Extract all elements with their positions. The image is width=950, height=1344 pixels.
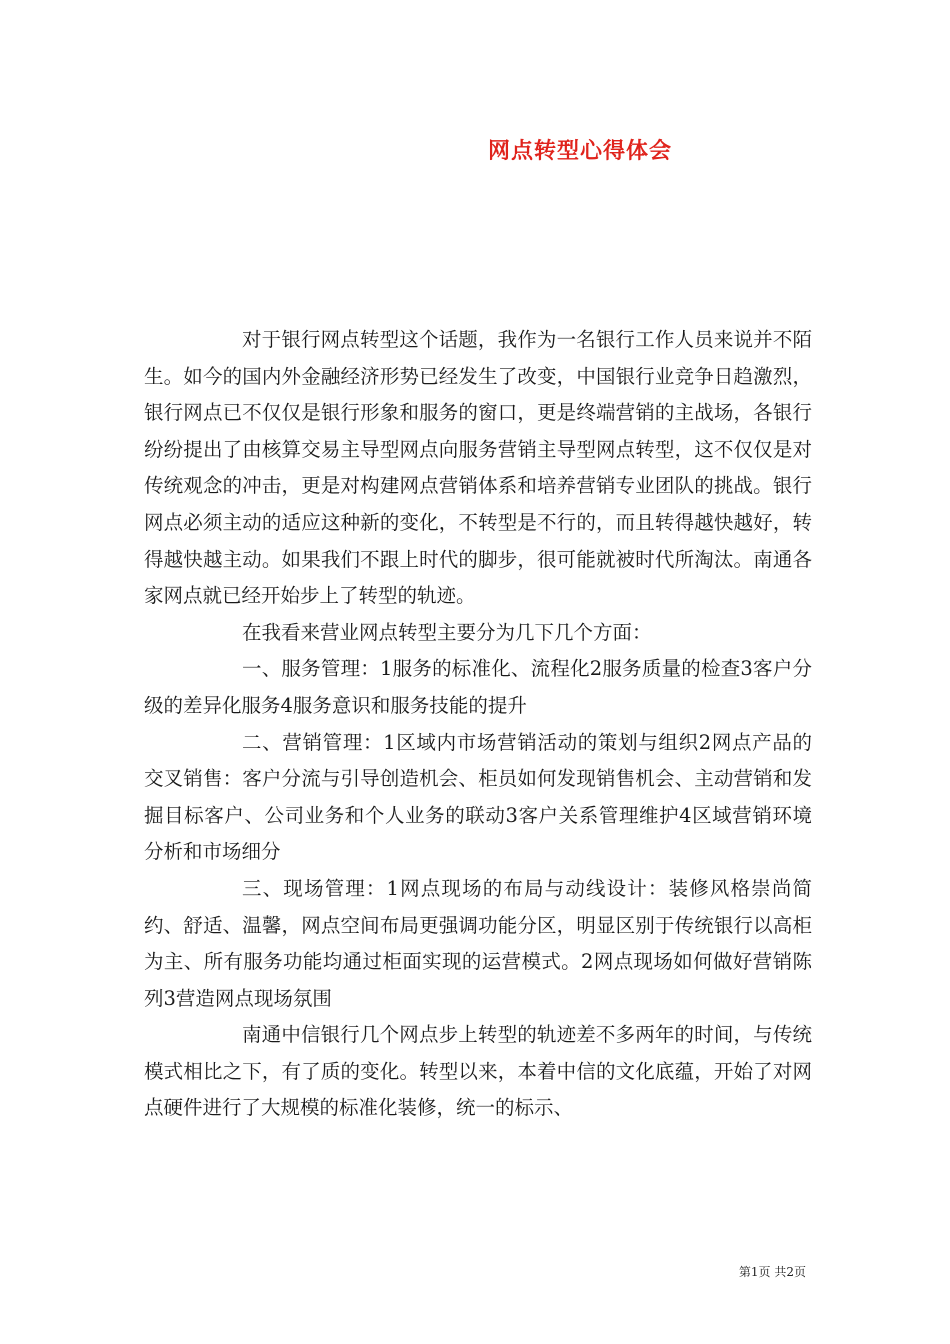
page-number-footer: 第1页 共2页 xyxy=(738,1265,806,1279)
paragraph-citic-nantong: 南通中信银行几个网点步上转型的轨迹差不多两年的时间，与传统模式相比之下，有了质的变化。转型以来，本着中信的文化底蕴，开始了对网点硬件进行了大规模的标准化装修，统一的标示、 xyxy=(144,1023,812,1120)
paragraph-aspects-lead: 在我看来营业网点转型主要分为几下几个方面： xyxy=(242,620,652,644)
document-title: 网点转型心得体会 xyxy=(488,138,673,164)
document-body xyxy=(144,322,812,1127)
paragraph-marketing-management: 二、营销管理：1区域内市场营销活动的策划与组织2网点产品的交叉销售：客户分流与引导创造机会、柜员如何发现销售机会、主动营销和发掘目标客户、公司业务和个人业务的联动3客户关系管理维护4区域营销环境分析和市场细分 xyxy=(144,730,812,864)
paragraph-intro: 对于银行网点转型这个话题，我作为一名银行工作人员来说并不陌生。如今的国内外金融经济形势已经发生了改变，中国银行业竞争日趋激烈，银行网点已不仅仅是银行形象和服务的窗口，更是终端营销的主战场，各银行纷纷提出了由核算交易主导型网点向服务营销主导型网点转型，这不仅仅是对传统观念的冲击，更是对构建网点营销体系和培养营销专业团队的挑战。银行网点必须主动的适应这种新的变化，不转型是不行的，而且转得越快越好，转得越快越主动。如果我们不跟上时代的脚步，很可能就被时代所淘汰。南通各家网点就已经开始步上了转型的轨迹。 xyxy=(144,328,812,608)
paragraph-service-management: 一、服务管理：1服务的标准化、流程化2服务质量的检查3客户分级的差异化服务4服务意识和服务技能的提升 xyxy=(144,657,812,717)
paragraph-site-management: 三、现场管理：1网点现场的布局与动线设计：装修风格崇尚简约、舒适、温馨，网点空间布局更强调功能分区，明显区别于传统银行以高柜为主、所有服务功能均通过柜面实现的运营模式。2网点现场如何做好营销陈列3营造网点现场氛围 xyxy=(144,876,812,1010)
